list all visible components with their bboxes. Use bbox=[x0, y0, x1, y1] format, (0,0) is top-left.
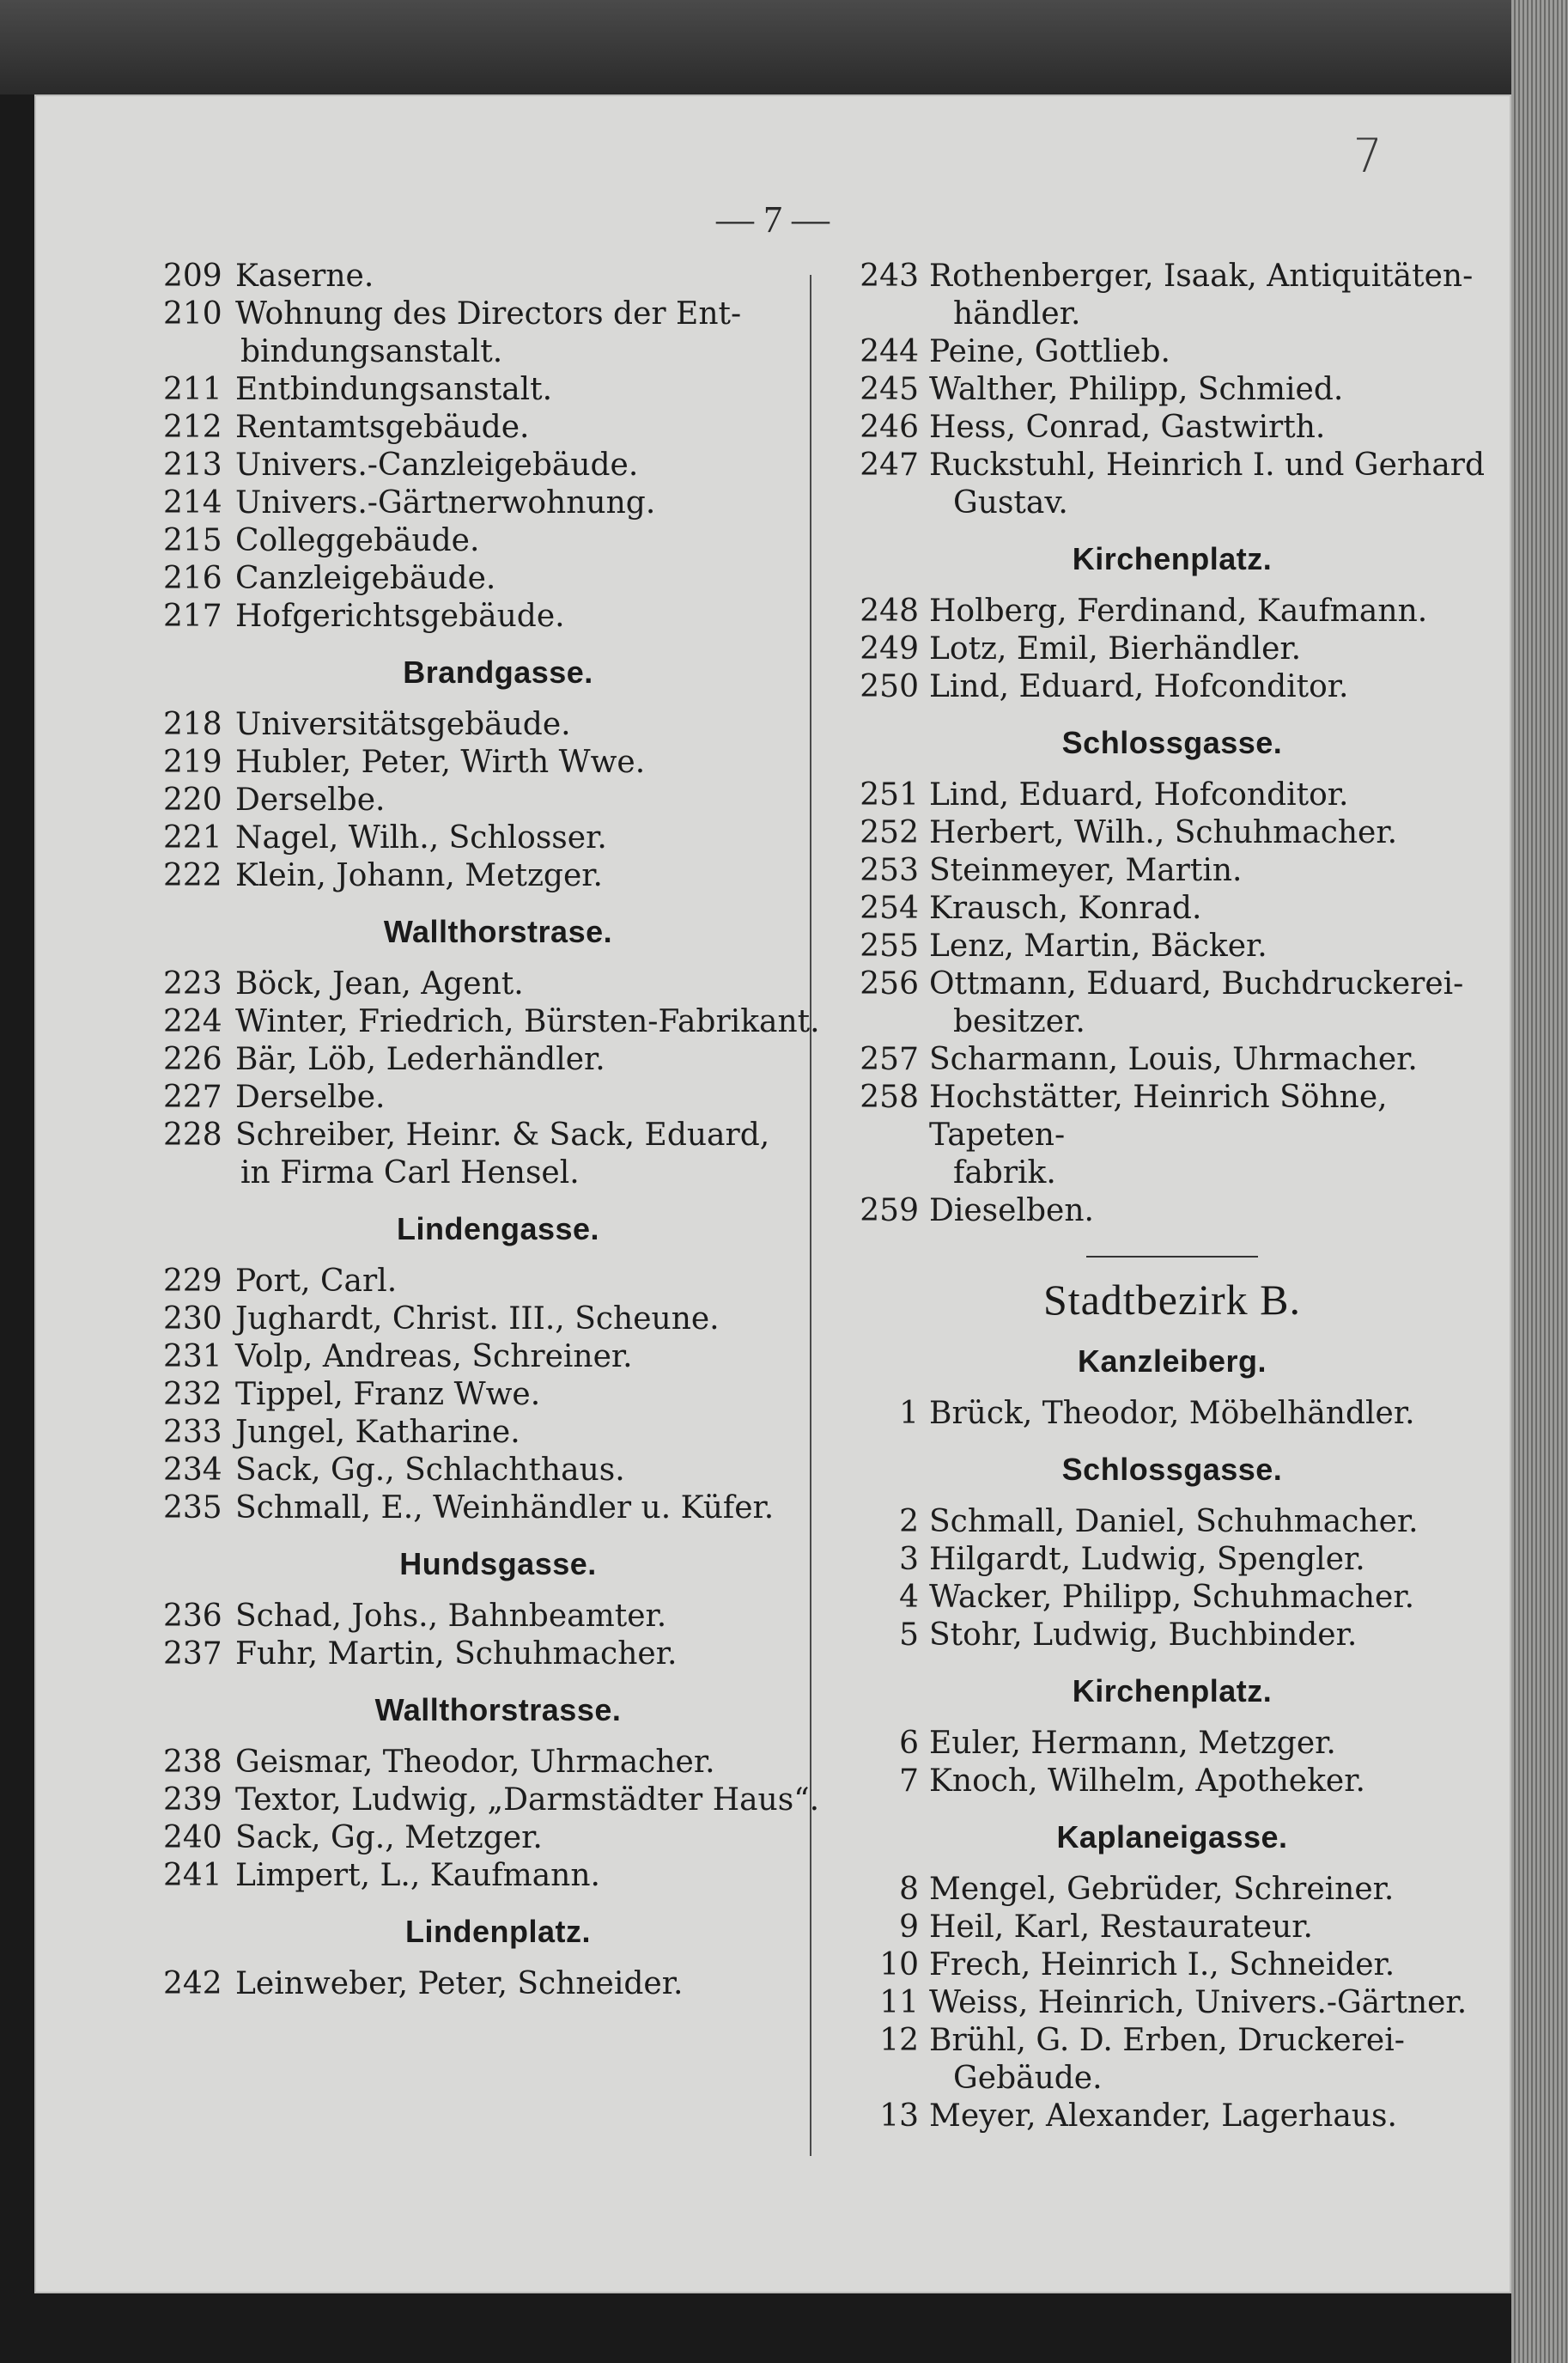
directory-entry bbox=[163, 857, 833, 895]
directory-entry bbox=[163, 1857, 833, 1895]
entry-text: Lotz, Emil, Bierhändler. bbox=[929, 631, 1302, 667]
house-number: 247 bbox=[860, 448, 919, 483]
directory-entry bbox=[842, 1871, 1503, 1909]
entry-text: Steinmeyer, Martin. bbox=[929, 853, 1243, 888]
house-number: 216 bbox=[163, 561, 222, 596]
street-heading: Schlossgasse. bbox=[1061, 725, 1283, 760]
house-number: 246 bbox=[860, 410, 919, 445]
house-number: 217 bbox=[163, 599, 222, 634]
directory-entry bbox=[842, 258, 1503, 333]
entry-continuation: besitzer. bbox=[953, 1004, 1085, 1039]
entry-text: Schad, Johs., Bahnbeamter. bbox=[235, 1599, 667, 1634]
street-heading: Wallthorstrase. bbox=[383, 914, 613, 949]
entry-text: Universitätsgebäude. bbox=[235, 707, 571, 742]
directory-entry bbox=[163, 1338, 833, 1376]
street-heading: Schlossgasse. bbox=[1061, 1452, 1283, 1487]
house-number: 250 bbox=[860, 669, 919, 704]
entry-text: Lind, Eduard, Hofconditor. bbox=[929, 669, 1349, 704]
entry-text: Colleggebäude. bbox=[235, 523, 480, 558]
directory-entry bbox=[163, 371, 833, 409]
directory-entry bbox=[842, 1541, 1503, 1579]
house-number: 228 bbox=[163, 1118, 222, 1153]
directory-entry bbox=[163, 1635, 833, 1673]
directory-entry bbox=[163, 965, 833, 1003]
street-heading: Kirchenplatz. bbox=[1072, 1673, 1273, 1708]
directory-entry bbox=[163, 1263, 833, 1300]
entry-text: Frech, Heinrich I., Schneider. bbox=[929, 1947, 1395, 1982]
directory-entry bbox=[842, 1579, 1503, 1617]
house-number: 254 bbox=[860, 891, 919, 926]
house-number: 211 bbox=[163, 372, 222, 407]
section-rule bbox=[1086, 1256, 1258, 1258]
entry-text: Wacker, Philipp, Schuhmacher. bbox=[929, 1580, 1415, 1615]
directory-entry bbox=[842, 1984, 1503, 2022]
house-number: 233 bbox=[163, 1415, 222, 1450]
house-number: 240 bbox=[163, 1820, 222, 1855]
entry-text: Wohnung des Directors der Ent- bbox=[235, 296, 742, 332]
directory-entry bbox=[163, 258, 833, 295]
house-number: 12 bbox=[879, 2023, 919, 2058]
entry-text: Limpert, L., Kaufmann. bbox=[235, 1858, 600, 1893]
entry-text: Lenz, Martin, Bäcker. bbox=[929, 929, 1267, 964]
entry-continuation: händler. bbox=[953, 296, 1081, 332]
directory-entry bbox=[163, 447, 833, 484]
directory-entry bbox=[163, 1414, 833, 1452]
street-heading: Kirchenplatz. bbox=[1072, 541, 1273, 576]
house-number: 232 bbox=[163, 1377, 222, 1412]
house-number: 249 bbox=[860, 631, 919, 667]
entry-text: Schmall, E., Weinhändler u. Küfer. bbox=[235, 1490, 775, 1526]
entry-continuation: bindungsanstalt. bbox=[240, 334, 503, 369]
house-number: 258 bbox=[860, 1080, 919, 1115]
house-number: 257 bbox=[860, 1042, 919, 1077]
entry-text: Dieselben. bbox=[929, 1193, 1094, 1228]
house-number: 245 bbox=[860, 372, 919, 407]
entry-text: Hubler, Peter, Wirth Wwe. bbox=[235, 745, 646, 780]
house-number: 220 bbox=[163, 783, 222, 818]
directory-entry bbox=[163, 1489, 833, 1527]
book-edge-right bbox=[1511, 0, 1568, 2363]
entry-text: Jungel, Katharine. bbox=[235, 1415, 520, 1450]
entry-text: Schmall, Daniel, Schuhmacher. bbox=[929, 1504, 1419, 1539]
handwritten-page-mark: 7 bbox=[1352, 129, 1383, 183]
entry-text: Walther, Philipp, Schmied. bbox=[929, 372, 1344, 407]
street-heading: Lindenplatz. bbox=[405, 1914, 591, 1949]
house-number: 229 bbox=[163, 1264, 222, 1299]
house-number: 253 bbox=[860, 853, 919, 888]
entry-text: Krausch, Konrad. bbox=[929, 891, 1202, 926]
house-number: 218 bbox=[163, 707, 222, 742]
entry-text: Kaserne. bbox=[235, 259, 374, 294]
house-number: 8 bbox=[899, 1872, 919, 1907]
directory-entry bbox=[842, 668, 1503, 706]
directory-entry bbox=[842, 2022, 1503, 2098]
directory-entry bbox=[163, 295, 833, 371]
entry-text: Hochstätter, Heinrich Söhne, Tapeten- bbox=[929, 1080, 1388, 1153]
directory-entry bbox=[842, 630, 1503, 668]
house-number: 219 bbox=[163, 745, 222, 780]
house-number: 237 bbox=[163, 1636, 222, 1672]
street-heading: Stadtbezirk B. bbox=[1042, 1276, 1302, 1324]
directory-entry bbox=[163, 409, 833, 447]
directory-entry bbox=[163, 1598, 833, 1635]
directory-entry bbox=[842, 1041, 1503, 1079]
house-number: 209 bbox=[163, 259, 222, 294]
entry-text: Peine, Gottlieb. bbox=[929, 334, 1170, 369]
entry-text: Derselbe. bbox=[235, 1080, 386, 1115]
entry-text: Weiss, Heinrich, Univers.-Gärtner. bbox=[929, 1985, 1468, 2020]
entry-text: Herbert, Wilh., Schuhmacher. bbox=[929, 815, 1398, 850]
house-number: 226 bbox=[163, 1042, 222, 1077]
house-number: 11 bbox=[879, 1985, 919, 2020]
house-number: 9 bbox=[899, 1909, 919, 1945]
directory-entry bbox=[842, 777, 1503, 814]
directory-entry bbox=[163, 744, 833, 782]
entry-text: Derselbe. bbox=[235, 783, 386, 818]
entry-text: Böck, Jean, Agent. bbox=[235, 966, 524, 1002]
directory-entry bbox=[842, 852, 1503, 890]
house-number: 224 bbox=[163, 1004, 222, 1039]
directory-entry bbox=[163, 1781, 833, 1819]
directory-entry bbox=[163, 598, 833, 636]
entry-text: Scharmann, Louis, Uhrmacher. bbox=[929, 1042, 1418, 1077]
right-column bbox=[842, 258, 1503, 2135]
house-number: 221 bbox=[163, 820, 222, 856]
directory-entry bbox=[842, 1725, 1503, 1763]
directory-entry bbox=[163, 1079, 833, 1117]
directory-entry bbox=[842, 2098, 1503, 2135]
house-number: 227 bbox=[163, 1080, 222, 1115]
directory-entry bbox=[163, 819, 833, 857]
house-number: 213 bbox=[163, 448, 222, 483]
entry-text: Brühl, G. D. Erben, Druckerei- bbox=[929, 2023, 1405, 2058]
house-number: 223 bbox=[163, 966, 222, 1002]
directory-entry bbox=[163, 1376, 833, 1414]
house-number: 238 bbox=[163, 1745, 222, 1780]
entry-text: Jughardt, Christ. III., Scheune. bbox=[235, 1301, 720, 1337]
document-page bbox=[34, 94, 1511, 2293]
house-number: 242 bbox=[163, 1966, 222, 2001]
entry-text: Schreiber, Heinr. & Sack, Eduard, bbox=[235, 1118, 770, 1153]
entry-text: Univers.-Gärtnerwohnung. bbox=[235, 485, 656, 521]
house-number: 248 bbox=[860, 594, 919, 629]
entry-text: Tippel, Franz Wwe. bbox=[235, 1377, 541, 1412]
entry-continuation: fabrik. bbox=[953, 1155, 1056, 1191]
directory-entry bbox=[163, 1300, 833, 1338]
street-heading: Wallthorstrasse. bbox=[374, 1692, 622, 1727]
house-number: 5 bbox=[899, 1617, 919, 1653]
directory-entry bbox=[163, 1965, 833, 2003]
house-number: 255 bbox=[860, 929, 919, 964]
page-number: — 7 — bbox=[716, 198, 830, 241]
directory-entry bbox=[163, 1452, 833, 1489]
house-number: 239 bbox=[163, 1782, 222, 1818]
directory-entry bbox=[842, 928, 1503, 965]
directory-entry bbox=[163, 1003, 833, 1041]
house-number: 1 bbox=[899, 1396, 919, 1431]
directory-entry bbox=[163, 706, 833, 744]
directory-entry bbox=[842, 1763, 1503, 1800]
directory-entry bbox=[842, 409, 1503, 447]
entry-text: Geismar, Theodor, Uhrmacher. bbox=[235, 1745, 715, 1780]
entry-text: Winter, Friedrich, Bürsten-Fabrikant. bbox=[235, 1004, 820, 1039]
house-number: 212 bbox=[163, 410, 222, 445]
directory-entry bbox=[163, 560, 833, 598]
directory-entry bbox=[842, 1909, 1503, 1946]
entry-text: Volp, Andreas, Schreiner. bbox=[235, 1339, 633, 1374]
entry-text: Rentamtsgebäude. bbox=[235, 410, 530, 445]
house-number: 251 bbox=[860, 777, 919, 813]
entry-text: Univers.-Canzleigebäude. bbox=[235, 448, 639, 483]
entry-text: Nagel, Wilh., Schlosser. bbox=[235, 820, 607, 856]
house-number: 234 bbox=[163, 1453, 222, 1488]
entry-text: Port, Carl. bbox=[235, 1264, 398, 1299]
directory-entry bbox=[842, 447, 1503, 522]
house-number: 2 bbox=[899, 1504, 919, 1539]
house-number: 241 bbox=[163, 1858, 222, 1893]
entry-text: Meyer, Alexander, Lagerhaus. bbox=[929, 2098, 1397, 2134]
house-number: 210 bbox=[163, 296, 222, 332]
house-number: 252 bbox=[860, 815, 919, 850]
entry-text: Sack, Gg., Metzger. bbox=[235, 1820, 543, 1855]
directory-entry bbox=[163, 782, 833, 819]
house-number: 236 bbox=[163, 1599, 222, 1634]
directory-entry bbox=[163, 1819, 833, 1857]
left-column bbox=[163, 258, 833, 2003]
directory-entry bbox=[842, 1079, 1503, 1192]
house-number: 231 bbox=[163, 1339, 222, 1374]
house-number: 3 bbox=[899, 1542, 919, 1577]
directory-entry bbox=[842, 890, 1503, 928]
entry-continuation: Gebäude. bbox=[953, 2061, 1103, 2096]
entry-text: Canzleigebäude. bbox=[235, 561, 496, 596]
directory-entry bbox=[163, 1041, 833, 1079]
house-number: 10 bbox=[879, 1947, 919, 1982]
directory-entry bbox=[163, 522, 833, 560]
entry-text: Knoch, Wilhelm, Apotheker. bbox=[929, 1763, 1365, 1799]
entry-text: Textor, Ludwig, „Darmstädter Haus“. bbox=[235, 1782, 820, 1818]
entry-text: Lind, Eduard, Hofconditor. bbox=[929, 777, 1349, 813]
entry-text: Klein, Johann, Metzger. bbox=[235, 858, 603, 893]
house-number: 4 bbox=[899, 1580, 919, 1615]
entry-text: Rothenberger, Isaak, Antiquitäten- bbox=[929, 259, 1474, 294]
directory-entry bbox=[842, 1395, 1503, 1433]
house-number: 7 bbox=[899, 1763, 919, 1799]
entry-text: Sack, Gg., Schlachthaus. bbox=[235, 1453, 625, 1488]
house-number: 256 bbox=[860, 966, 919, 1002]
house-number: 235 bbox=[163, 1490, 222, 1526]
street-heading: Lindengasse. bbox=[396, 1211, 600, 1246]
entry-text: Brück, Theodor, Möbelhändler. bbox=[929, 1396, 1415, 1431]
entry-text: Heil, Karl, Restaurateur. bbox=[929, 1909, 1313, 1945]
directory-entry bbox=[163, 484, 833, 522]
house-number: 259 bbox=[860, 1193, 919, 1228]
house-number: 243 bbox=[860, 259, 919, 294]
book-edge-top bbox=[0, 0, 1568, 94]
entry-text: Hofgerichtsgebäude. bbox=[235, 599, 565, 634]
directory-entry bbox=[163, 1744, 833, 1781]
house-number: 222 bbox=[163, 858, 222, 893]
directory-entry bbox=[842, 965, 1503, 1041]
street-heading: Kanzleiberg. bbox=[1077, 1343, 1267, 1379]
house-number: 13 bbox=[879, 2098, 919, 2134]
entry-text: Euler, Hermann, Metzger. bbox=[929, 1726, 1336, 1761]
entry-text: Hess, Conrad, Gastwirth. bbox=[929, 410, 1326, 445]
entry-continuation: in Firma Carl Hensel. bbox=[240, 1155, 580, 1191]
directory-entry bbox=[842, 593, 1503, 630]
entry-continuation: Gustav. bbox=[953, 485, 1068, 521]
directory-entry bbox=[842, 1946, 1503, 1984]
entry-text: Entbindungsanstalt. bbox=[235, 372, 553, 407]
entry-text: Bär, Löb, Lederhändler. bbox=[235, 1042, 605, 1077]
directory-entry bbox=[842, 333, 1503, 371]
street-heading: Hundsgasse. bbox=[399, 1546, 597, 1581]
house-number: 214 bbox=[163, 485, 222, 521]
entry-text: Mengel, Gebrüder, Schreiner. bbox=[929, 1872, 1395, 1907]
directory-entry bbox=[842, 1192, 1503, 1230]
entry-text: Hilgardt, Ludwig, Spengler. bbox=[929, 1542, 1365, 1577]
directory-entry bbox=[842, 371, 1503, 409]
house-number: 215 bbox=[163, 523, 222, 558]
entry-text: Ottmann, Eduard, Buchdruckerei- bbox=[929, 966, 1464, 1002]
entry-text: Ruckstuhl, Heinrich I. und Gerhard bbox=[929, 448, 1486, 483]
entry-text: Holberg, Ferdinand, Kaufmann. bbox=[929, 594, 1428, 629]
directory-entry bbox=[842, 814, 1503, 852]
entry-text: Fuhr, Martin, Schuhmacher. bbox=[235, 1636, 678, 1672]
house-number: 244 bbox=[860, 334, 919, 369]
directory-entry bbox=[842, 1503, 1503, 1541]
directory-entry bbox=[842, 1617, 1503, 1654]
street-heading: Brandgasse. bbox=[403, 655, 593, 690]
directory-entry bbox=[163, 1117, 833, 1192]
street-heading: Kaplaneigasse. bbox=[1056, 1819, 1288, 1854]
entry-text: Stohr, Ludwig, Buchbinder. bbox=[929, 1617, 1358, 1653]
house-number: 6 bbox=[899, 1726, 919, 1761]
house-number: 230 bbox=[163, 1301, 222, 1337]
entry-text: Leinweber, Peter, Schneider. bbox=[235, 1966, 684, 2001]
